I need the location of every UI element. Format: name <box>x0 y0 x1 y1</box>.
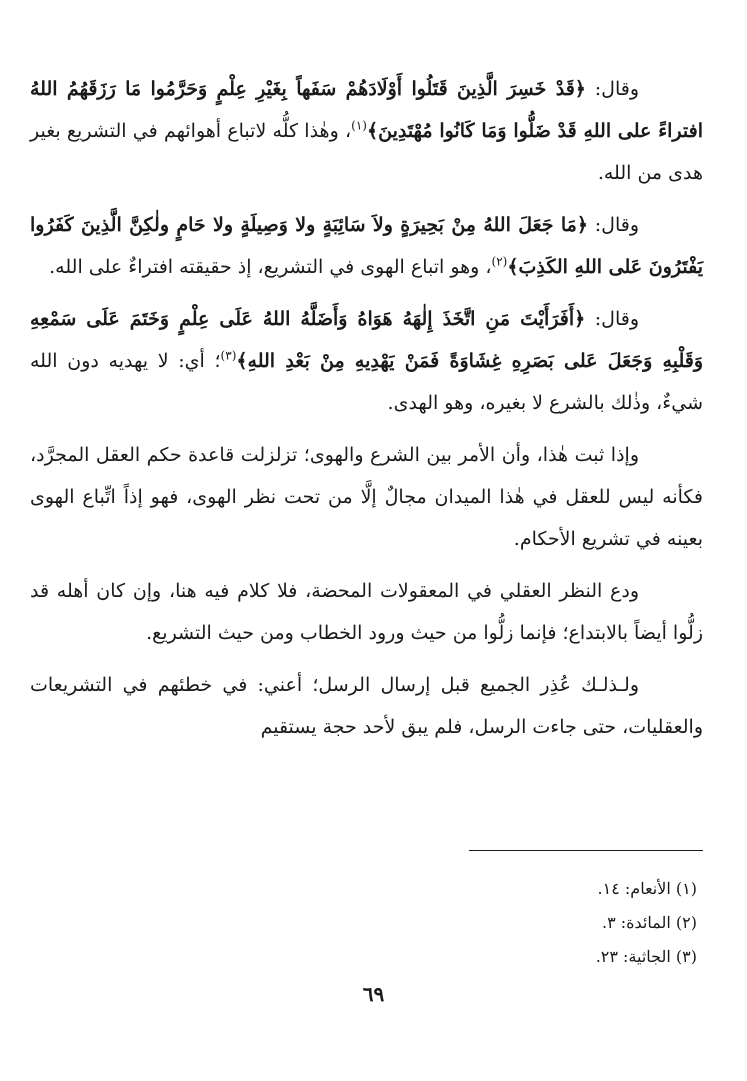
quran-quote-3: ﴿أَفَرَأَيْتَ مَنِ اتَّخَذَ إِلٰهَهُ هَوَاهُ وَأَضَلَّهُ اللهُ عَلَى عِلْمٍ وَخَتَمَ عَلَى سَمْعِهِ وَقَلْبِهِ وَجَعَلَ عَلى بَصَرِهِ غِشَاوَةً فَمَنْ يَهْدِيهِ مِنْ بَعْدِ اللهِ﴾ <box>30 308 703 372</box>
paragraph-2-rest: ، وهو اتباع الهوى في التشريع، إذ حقيقته افتراءٌ على الله. <box>49 256 492 278</box>
quran-quote-2: ﴿مَا جَعَلَ اللهُ مِنْ بَحِيرَةٍ ولاَ سَائِبَةٍ ولا وَصِيلَةٍ ولا حَامٍ ولٰكِنَّ الَّذِينَ كَفَرُوا يَفْتَرُونَ عَلى اللهِ الكَذِبَ﴾ <box>30 214 703 278</box>
footnote-1: (١) الأنعام: ١٤. <box>597 879 697 898</box>
page-number: ٦٩ <box>362 982 385 1006</box>
paragraph-3-rest: ؛ أي: لا يهديه دون الله شيءٌ، وذٰلك بالشرع لا بغيره، وهو الهدى. <box>30 350 703 414</box>
quran-quote-1: ﴿قَدْ خَسِرَ الَّذِينَ قَتَلُوا أَوْلَادَهُمْ سَفَهاً بِغَيْرِ عِلْمٍ وَحَرَّمُوا مَا رَزَقَهُمُ اللهُ افتراءً على اللهِ قَدْ ضَلُّوا وَمَا كَانُوا مُهْتَدِينَ﴾ <box>30 78 703 142</box>
paragraph-6: ولـذلـك عُذِر الجميع قبل إرسال الرسل؛ أعني: في خطئهم في التشريعات والعقليات، حتى جاءت الرسل، فلم يبق لأحد حجة يستقيم <box>30 674 703 738</box>
footnote-ref-1: (١) <box>351 118 367 133</box>
main-text <box>30 68 703 756</box>
paragraph-1 <box>30 68 703 194</box>
paragraph-3-lead: وقال: <box>585 308 639 330</box>
footnote-divider <box>469 850 703 851</box>
paragraph-4: وإذا ثبت هٰذا، وأن الأمر بين الشرع والهوى؛ تزلزلت قاعدة حكم العقل المجرَّد، فكأنه ليس للعقل في هٰذا الميدان مجالٌ إلَّا من تحت نظر الهوى، فهو إذاً اتِّباع الهوى بعينه في تشريع الأحكام. <box>30 444 703 550</box>
footnotes <box>297 872 697 974</box>
footnote-2: (٢) المائدة: ٣. <box>601 913 697 932</box>
paragraph-2-lead: وقال: <box>587 214 639 236</box>
footnote-3: (٣) الجاثية: ٢٣. <box>595 947 697 966</box>
paragraph-5: ودع النظر العقلي في المعقولات المحضة، فلا كلام فيه هنا، وإن كان أهله قد زلُّوا أيضاً بالابتداع؛ فإنما زلُّوا من حيث ورود الخطاب ومن حيث التشريع. <box>30 580 703 644</box>
paragraph-2 <box>30 204 703 288</box>
paragraph-3 <box>30 298 703 424</box>
footnote-ref-3: (٣) <box>220 348 237 363</box>
footnote-ref-2: (٢) <box>491 254 508 269</box>
paragraph-1-rest: ، وهٰذا كلُّه لاتباع أهوائهم في التشريع بغير هدى من الله. <box>30 120 703 184</box>
paragraph-1-lead: وقال: <box>585 78 639 100</box>
